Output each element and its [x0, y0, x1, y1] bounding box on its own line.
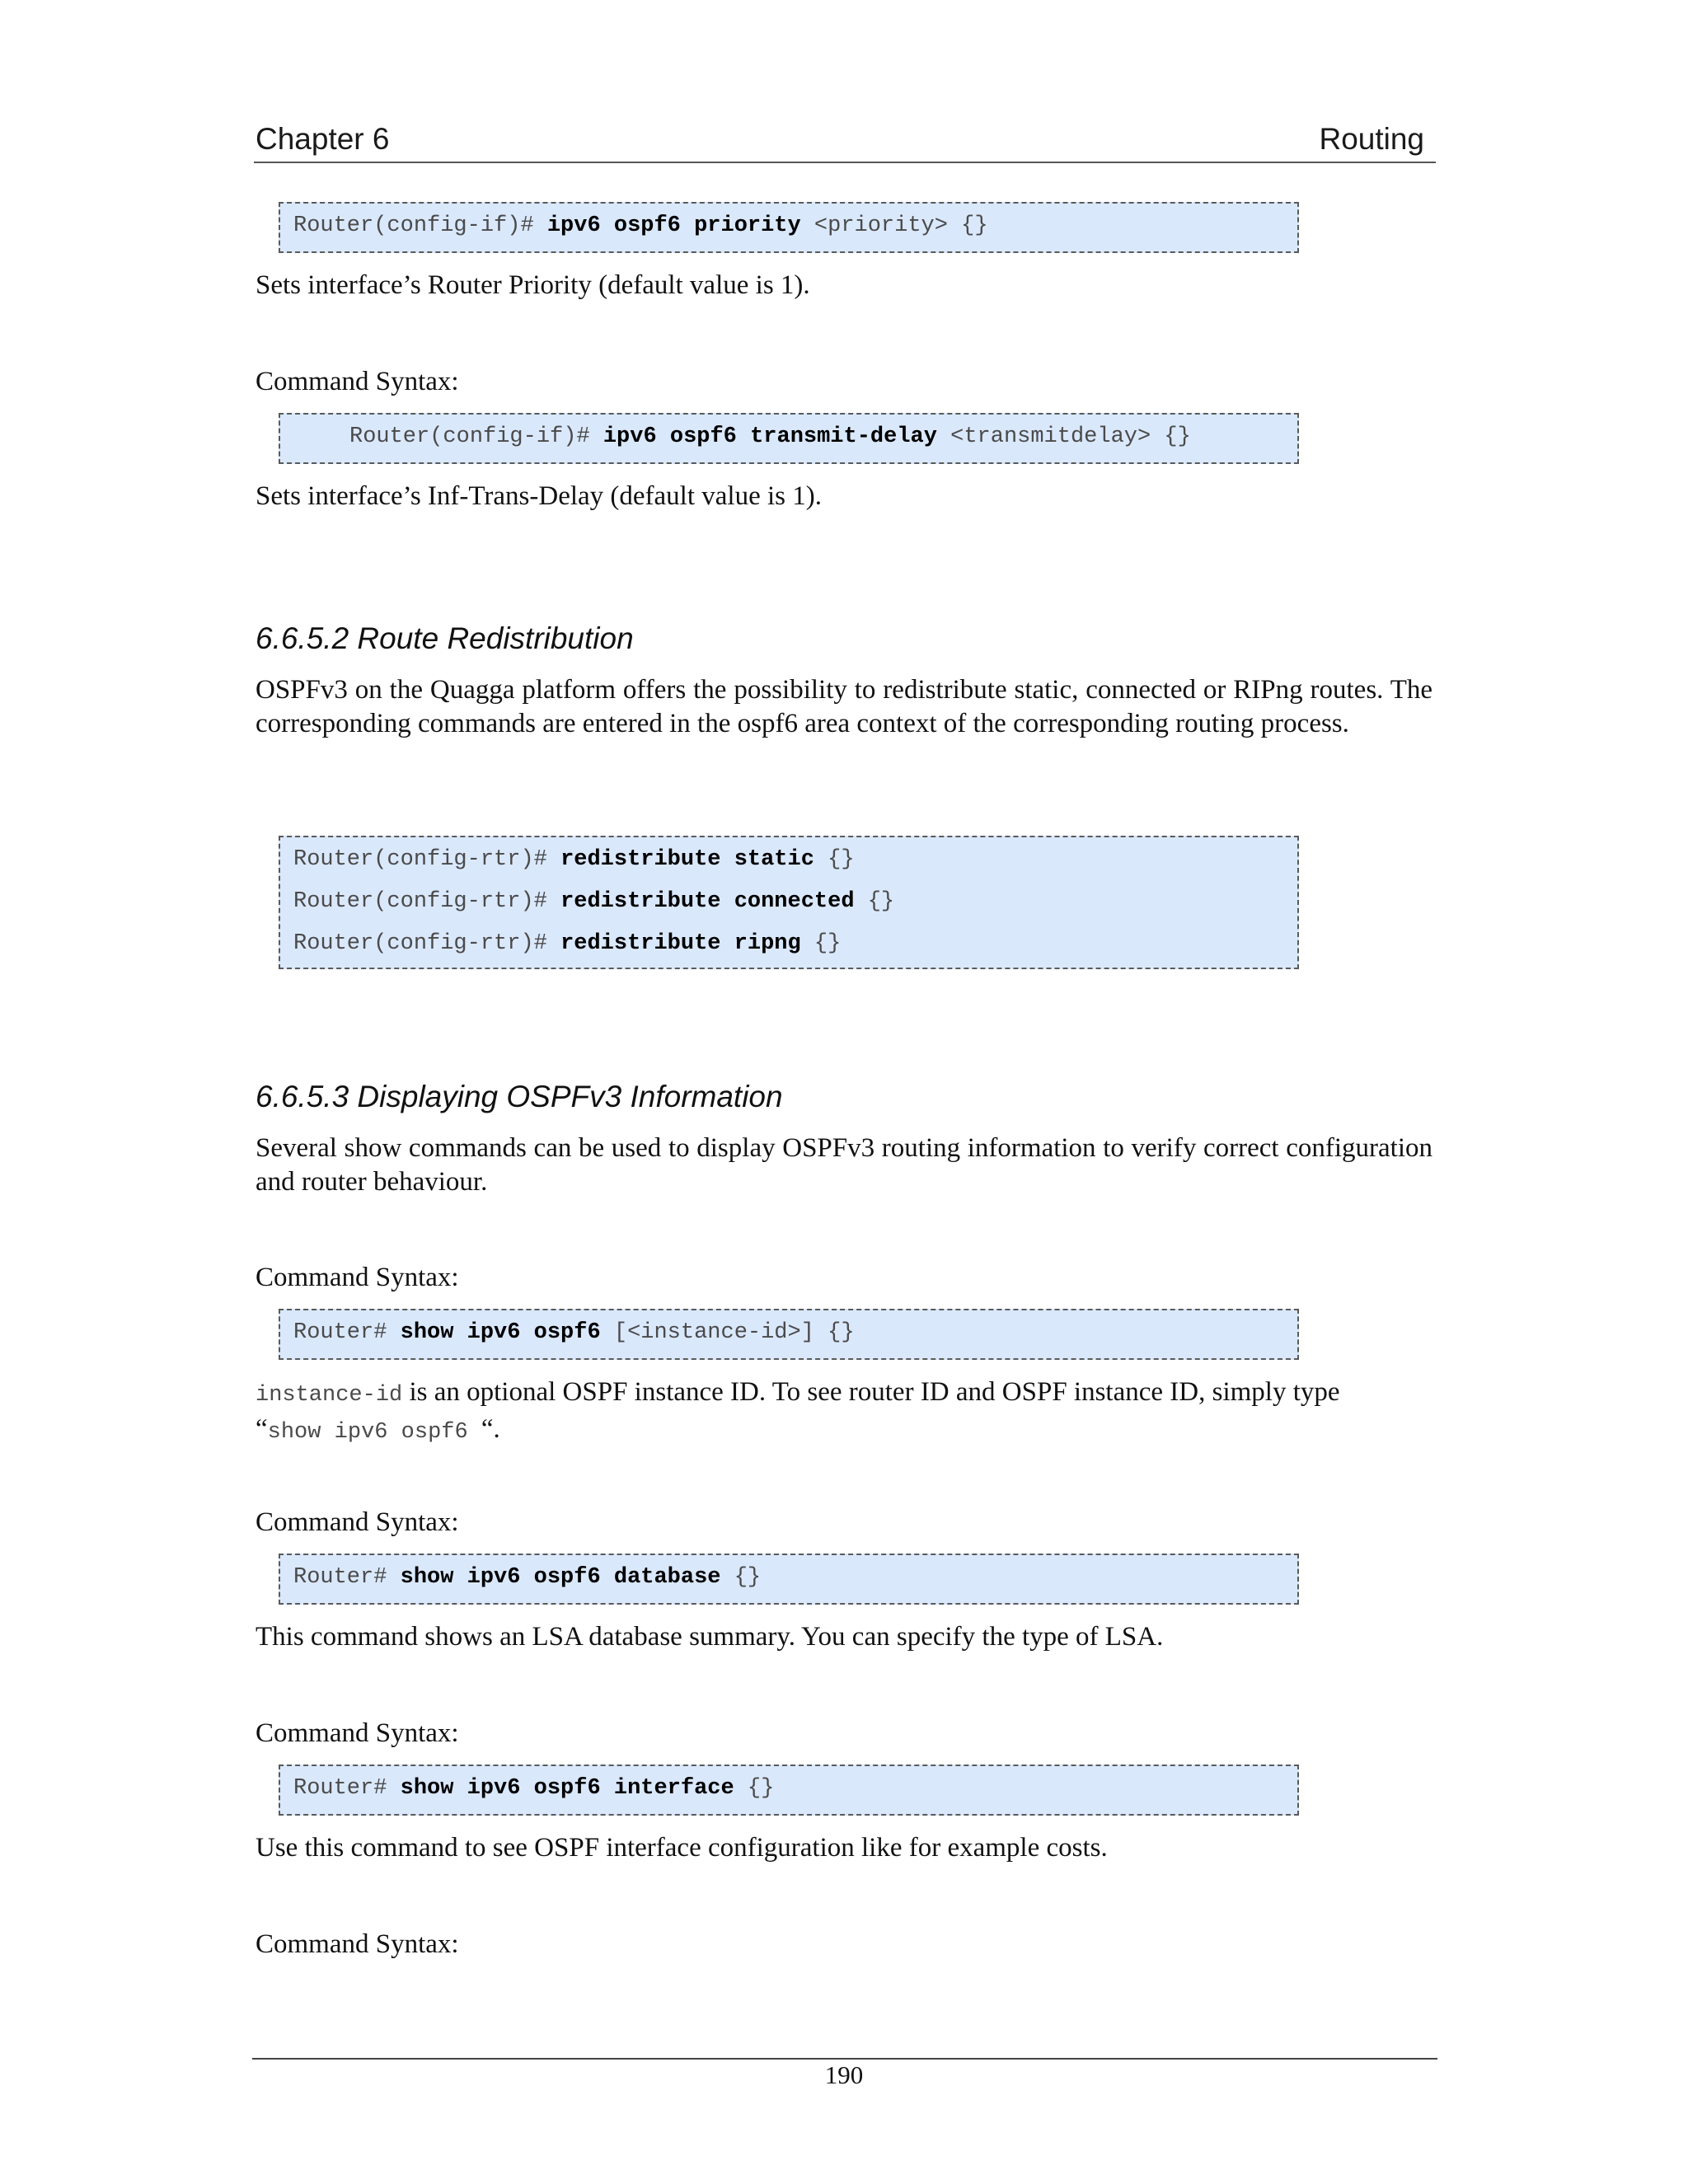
code-command: ipv6 ospf6 transmit-delay: [603, 424, 937, 449]
chapter-label: Chapter 6: [256, 122, 390, 156]
code-prompt: Router(config-rtr)#: [293, 847, 561, 872]
code-line: [293, 889, 894, 914]
code-block-redistribute: [279, 836, 1299, 969]
paragraph-text: is an optional OSPF instance ID. To see router ID and OSPF instance ID, simply type: [402, 1377, 1340, 1407]
display-paragraph: Several show commands can be used to display OSPFv3 routing information to verify correct configuration and router behaviour.: [256, 1133, 1432, 1197]
code-prompt: Router(config-if)#: [349, 424, 603, 449]
code-args: <priority> {}: [800, 213, 988, 238]
footer-rule: [252, 2058, 1437, 2060]
interface-description: Use this command to see OSPF interface configuration like for example costs.: [256, 1833, 1108, 1863]
code-prompt: Router(config-rtr)#: [293, 889, 561, 914]
code-args: {}: [800, 931, 842, 956]
code-command: ipv6 ospf6 priority: [546, 213, 801, 238]
code-command: redistribute static: [560, 847, 814, 872]
code-line: [293, 1320, 855, 1345]
code-block-show-database: [279, 1554, 1299, 1605]
inline-code: instance-id: [256, 1383, 403, 1408]
command-syntax-label: Command Syntax:: [256, 1718, 459, 1748]
command-syntax-label: Command Syntax:: [256, 1507, 459, 1537]
code-prompt: Router(config-if)#: [293, 213, 547, 238]
code-command: show ipv6 ospf6 interface: [400, 1776, 734, 1801]
code-prompt: Router#: [293, 1320, 401, 1345]
code-line: [293, 931, 841, 956]
command-syntax-label: Command Syntax:: [256, 1929, 459, 1959]
code-line: [293, 1776, 774, 1801]
section-heading-displaying-ospfv3: 6.6.5.3 Displaying OSPFv3 Information: [256, 1080, 783, 1113]
code-args: <transmitdelay> {}: [936, 424, 1191, 449]
code-args: {}: [814, 847, 855, 872]
code-command: show ipv6 ospf6: [400, 1320, 601, 1345]
code-block-show-ospf6: [279, 1309, 1299, 1360]
inline-code: show ipv6 ospf6: [267, 1420, 481, 1445]
code-line: [349, 424, 1191, 449]
code-command: redistribute connected: [560, 889, 855, 914]
transmit-delay-description: Sets interface’s Inf-Trans-Delay (default value is 1).: [256, 481, 822, 511]
code-args: {}: [854, 889, 895, 914]
page-number: 190: [824, 2060, 864, 2089]
quote-close: “.: [481, 1414, 500, 1444]
section-label: Routing: [1319, 122, 1424, 156]
code-prompt: Router(config-rtr)#: [293, 931, 561, 956]
code-args: {}: [720, 1565, 762, 1590]
code-command: show ipv6 ospf6 database: [400, 1565, 721, 1590]
code-line: [293, 847, 855, 872]
command-syntax-label: Command Syntax:: [256, 367, 459, 396]
priority-description: Sets interface’s Router Priority (default value is 1).: [256, 270, 810, 300]
code-block-show-interface: [279, 1765, 1299, 1816]
quote-open: “: [256, 1414, 268, 1444]
code-block-transmit-delay: [279, 413, 1299, 464]
code-line: [293, 1565, 761, 1590]
code-block-priority: [279, 202, 1299, 253]
section-heading-route-redistribution: 6.6.5.2 Route Redistribution: [256, 621, 634, 655]
command-syntax-label: Command Syntax:: [256, 1263, 459, 1292]
code-command: redistribute ripng: [560, 931, 801, 956]
code-prompt: Router#: [293, 1565, 401, 1590]
code-line: [293, 213, 988, 238]
code-args: {}: [734, 1776, 775, 1801]
code-prompt: Router#: [293, 1776, 401, 1801]
instance-id-paragraph: [256, 1376, 1432, 1450]
redistribution-paragraph: OSPFv3 on the Quagga platform offers the possibility to redistribute static, connected or RIPng routes. The corresponding commands are entered in the ospf6 area context of the corresponding routing process.: [256, 675, 1432, 738]
database-description: This command shows an LSA database summary. You can specify the type of LSA.: [256, 1622, 1164, 1652]
page-header: [254, 120, 1436, 163]
code-args: [<instance-id>] {}: [600, 1320, 855, 1345]
